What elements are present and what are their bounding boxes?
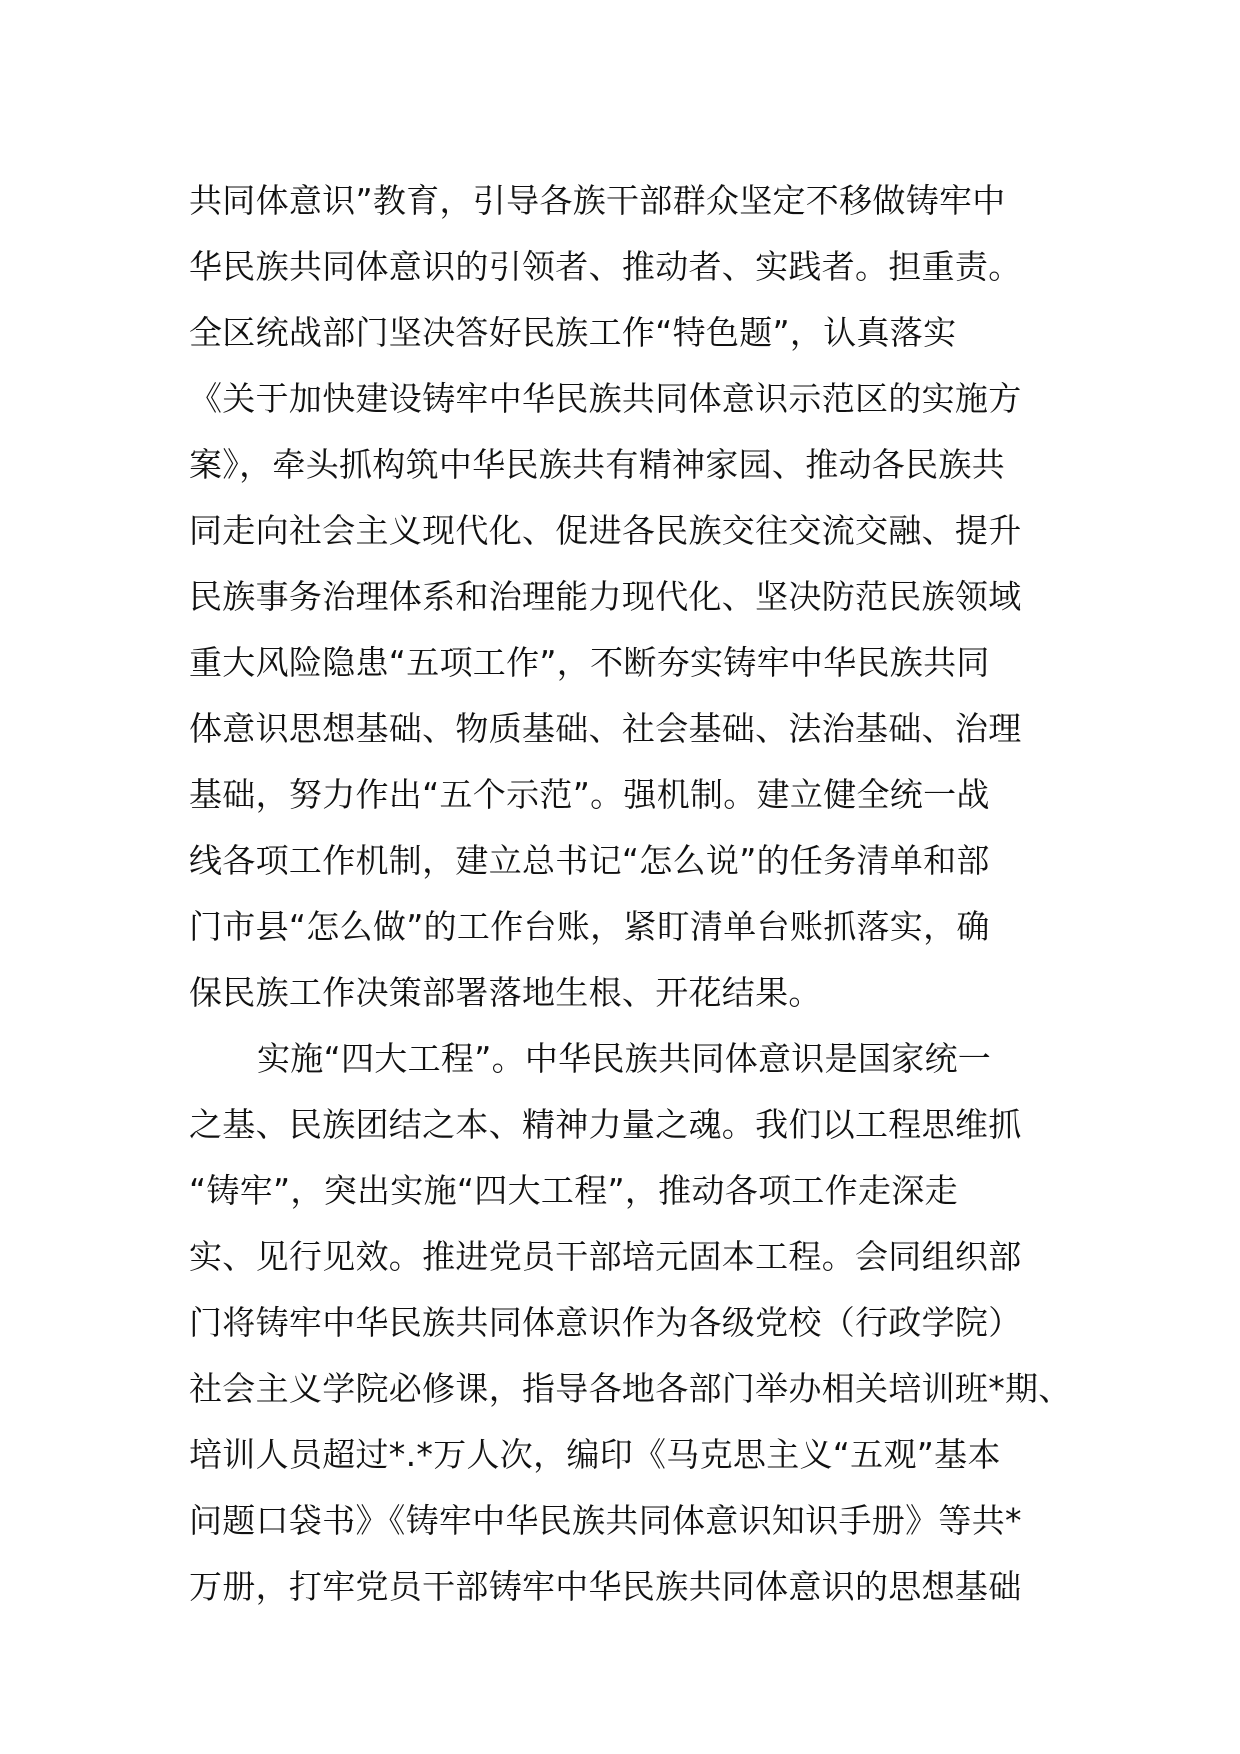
text-line: 万册，打牢党员干部铸牢中华民族共同体意识的思想基础 bbox=[189, 1567, 1022, 1606]
text-line: 《关于加快建设铸牢中华民族共同体意识示范区的实施方 bbox=[189, 379, 1022, 418]
text-line: 保民族工作决策部署落地生根、开花结果。 bbox=[189, 973, 822, 1012]
text-line: 共同体意识”教育，引导各族干部群众坚定不移做铸牢中 bbox=[189, 181, 1006, 220]
text-line: 华民族共同体意识的引领者、推动者、实践者。担重责。 bbox=[189, 247, 1022, 286]
text-line: “铸牢”，突出实施“四大工程”，推动各项工作走深走 bbox=[189, 1171, 958, 1210]
text-line: 门市县“怎么做”的工作台账，紧盯清单台账抓落实，确 bbox=[189, 907, 990, 946]
text-line: 案》，牵头抓构筑中华民族共有精神家园、推动各民族共 bbox=[189, 445, 1005, 484]
paragraph-2 bbox=[189, 1026, 1072, 1620]
text-line: 社会主义学院必修课，指导各地各部门举办相关培训班*期、 bbox=[189, 1369, 1072, 1408]
text-line: 民族事务治理体系和治理能力现代化、坚决防范民族领域 bbox=[189, 577, 1022, 616]
text-line: 全区统战部门坚决答好民族工作“特色题”，认真落实 bbox=[189, 313, 957, 352]
text-line: 同走向社会主义现代化、促进各民族交往交流交融、提升 bbox=[189, 511, 1022, 550]
text-line: 基础，努力作出“五个示范”。强机制。建立健全统一战 bbox=[189, 775, 990, 814]
text-line: 重大风险隐患“五项工作”，不断夯实铸牢中华民族共同 bbox=[189, 643, 990, 682]
paragraph-1 bbox=[189, 168, 1069, 1026]
text-line: 之基、民族团结之本、精神力量之魂。我们以工程思维抓 bbox=[189, 1105, 1022, 1144]
text-line: 实、见行见效。推进党员干部培元固本工程。会同组织部 bbox=[189, 1237, 1022, 1276]
text-line: 培训人员超过*.*万人次，编印《马克思主义“五观”基本 bbox=[189, 1435, 1001, 1474]
text-line: 问题口袋书》《铸牢中华民族共同体意识知识手册》等共* bbox=[189, 1501, 1022, 1540]
text-line: 门将铸牢中华民族共同体意识作为各级党校（行政学院） bbox=[189, 1303, 1022, 1342]
text-line: 实施“四大工程”。中华民族共同体意识是国家统一 bbox=[257, 1039, 992, 1078]
body-text bbox=[189, 168, 1072, 1620]
text-line: 线各项工作机制，建立总书记“怎么说”的任务清单和部 bbox=[189, 841, 990, 880]
text-line: 体意识思想基础、物质基础、社会基础、法治基础、治理 bbox=[189, 709, 1022, 748]
